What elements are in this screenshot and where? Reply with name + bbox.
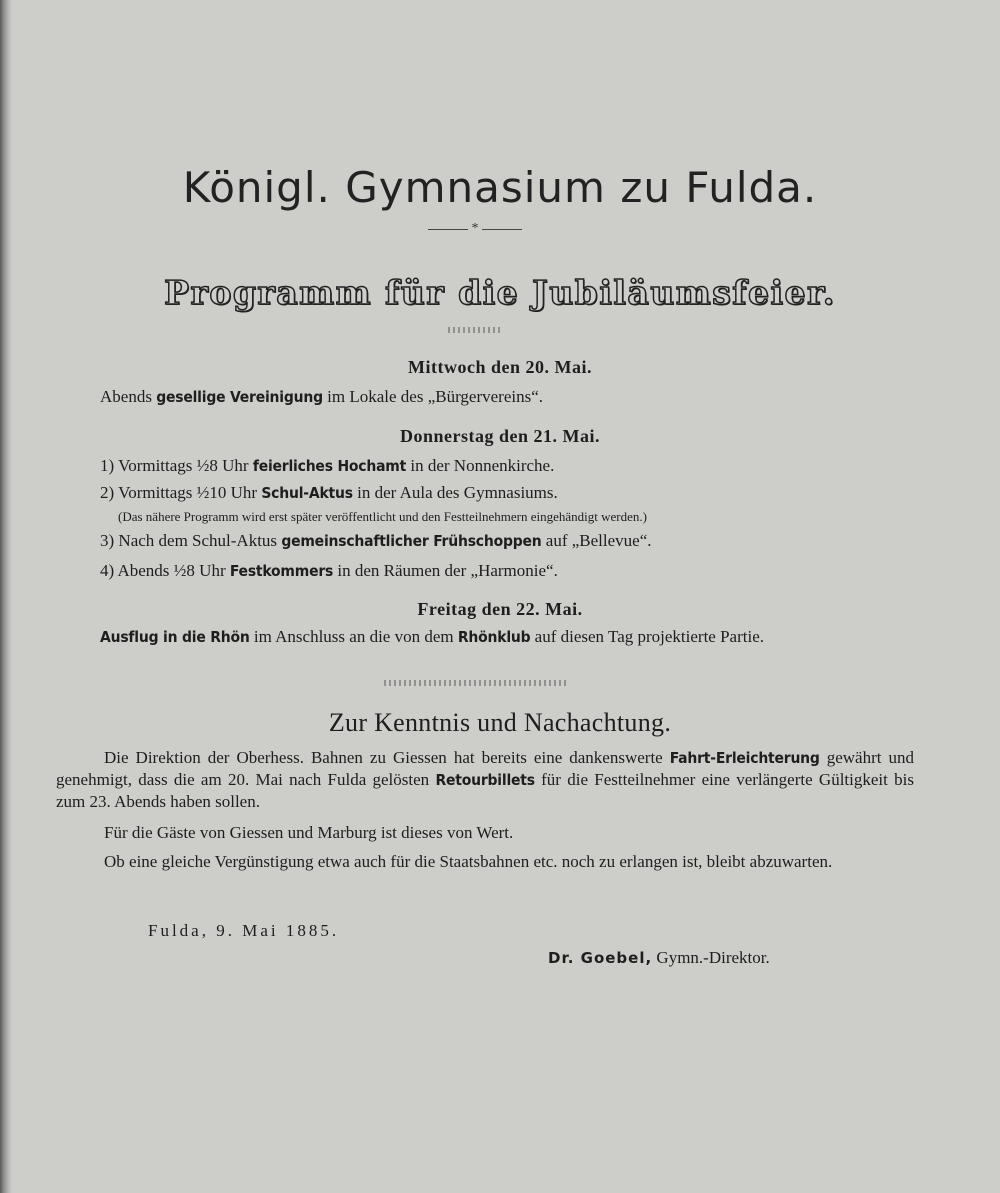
text: 1) Vormittags ½8 Uhr xyxy=(100,456,253,475)
text: gewährt und genehmigt, dass die am 20. Mai nach Fulda gelösten xyxy=(56,748,914,789)
day-heading-thursday: Donnerstag den 21. Mai. xyxy=(400,426,600,446)
bold-text: gesellige Vereinigung xyxy=(156,388,323,406)
notice-paragraph-1 xyxy=(56,747,914,813)
star-divider: * xyxy=(428,222,522,236)
program-title: Programm für die Jubiläumsfeier. xyxy=(164,273,836,312)
ornament-divider xyxy=(448,327,502,333)
thursday-item-3 xyxy=(100,530,652,552)
text: 3) Nach dem Schul-Aktus xyxy=(100,531,282,550)
ornament-divider xyxy=(384,680,568,686)
text: in den Räumen der „Harmonie“. xyxy=(333,561,558,580)
place-date: Fulda, 9. Mai 1885. xyxy=(148,921,340,940)
text: für die Festteilnehmer eine verlängerte Gültigkeit bis zum 23. Abends haben sollen. xyxy=(56,770,914,811)
text: im Lokale des „Bürgervereins“. xyxy=(322,387,544,406)
signer-role: Gymn.-Direktor. xyxy=(656,948,770,967)
signature xyxy=(548,947,770,969)
thursday-item-2 xyxy=(100,482,558,504)
text: auf „Bellevue“. xyxy=(541,531,652,550)
bold-text: feierliches Hochamt xyxy=(252,457,407,475)
thursday-note: (Das nähere Programm wird erst später veröffentlicht und den Festteilnehmern eingehändigt werden.) xyxy=(118,509,647,524)
text: in der Nonnenkirche. xyxy=(406,456,555,475)
day-heading-wednesday: Mittwoch den 20. Mai. xyxy=(408,357,592,377)
text: im Anschluss an die von dem xyxy=(249,627,458,646)
text: auf diesen Tag projektierte Partie. xyxy=(530,627,764,646)
text: 4) Abends ½8 Uhr xyxy=(100,561,230,580)
text: Die Direktion der Oberhess. Bahnen zu Giessen hat bereits eine dankenswerte xyxy=(104,748,670,767)
friday-item xyxy=(100,626,764,648)
text: 2) Vormittags ½10 Uhr xyxy=(100,483,262,502)
bold-text: Rhönklub xyxy=(457,628,531,646)
bold-text: Festkommers xyxy=(229,562,334,580)
bold-text: gemeinschaftlicher Frühschoppen xyxy=(281,532,542,550)
signer-name: Dr. Goebel, xyxy=(548,949,653,967)
thursday-item-1 xyxy=(100,455,554,477)
day-heading-friday: Freitag den 22. Mai. xyxy=(417,599,583,619)
bold-text: Ausflug in die Rhön xyxy=(100,628,250,646)
text: Abends xyxy=(100,387,157,406)
bold-text: Schul-Aktus xyxy=(261,484,353,502)
bold-text: Retourbillets xyxy=(435,771,535,789)
notice-title: Zur Kenntnis und Nachachtung. xyxy=(328,708,672,737)
notice-paragraph-2: Für die Gäste von Giessen und Marburg ist dieses von Wert. xyxy=(104,823,514,842)
school-title: Königl. Gymnasium zu Fulda. xyxy=(182,163,818,212)
bold-text: Fahrt-Erleichterung xyxy=(669,749,820,767)
thursday-item-4 xyxy=(100,560,558,582)
notice-paragraph-3: Ob eine gleiche Vergünstigung etwa auch für die Staatsbahnen etc. noch zu erlangen ist, bleibt abzuwarten. xyxy=(104,852,833,871)
wednesday-item xyxy=(100,386,543,408)
text: in der Aula des Gymnasiums. xyxy=(352,483,558,502)
